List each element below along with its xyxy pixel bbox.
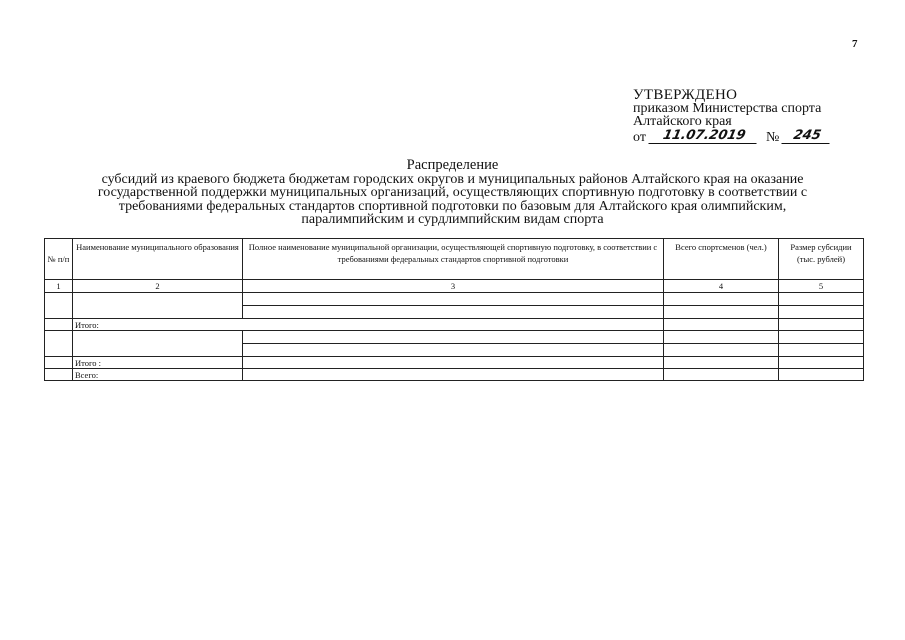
cell-athletes — [664, 331, 779, 344]
cell-athletes — [664, 293, 779, 306]
header-num: № п/п — [45, 239, 73, 280]
number-label: № — [765, 130, 780, 145]
cell-subsidy — [779, 357, 864, 369]
page-number: 7 — [852, 38, 858, 50]
table-row — [45, 293, 864, 306]
handwritten-order-number: 245 — [782, 129, 833, 144]
cell-num — [45, 369, 73, 381]
title-line-2: субсидий из краевого бюджета бюджетам городских округов и муниципальных районов Алтайского края на оказание — [101, 171, 804, 187]
title-line-1: Распределение — [406, 157, 499, 173]
approval-line-2: Алтайского края — [633, 114, 732, 129]
handwritten-date: 11.07.2019 — [648, 129, 759, 144]
column-number-2: 2 — [73, 280, 243, 293]
approval-line-1: приказом Министерства спорта — [633, 101, 822, 116]
cell-athletes — [664, 344, 779, 357]
total-row — [45, 369, 864, 381]
cell-num — [45, 319, 73, 331]
cell-municipality — [73, 331, 243, 357]
header-athletes: Всего спортсменов (чел.) — [664, 239, 779, 280]
cell-subsidy — [779, 331, 864, 344]
cell-num — [45, 357, 73, 369]
subtotal-label: Итого : — [73, 357, 243, 369]
column-number-5: 5 — [779, 280, 864, 293]
cell-num — [45, 331, 73, 357]
cell-athletes — [664, 306, 779, 319]
cell-organization — [243, 293, 664, 306]
cell-athletes — [664, 319, 779, 331]
subtotal-label: Итого: — [73, 319, 664, 331]
cell-subsidy — [779, 319, 864, 331]
header-organization: Полное наименование муниципальной организации, осуществляющей спортивную подготовку, в соответствии с требованиями федеральных стандартов спортивной подготовки — [243, 239, 664, 280]
subtotal-row — [45, 357, 864, 369]
cell-subsidy — [779, 344, 864, 357]
document-title — [0, 159, 905, 227]
column-numbers-row — [45, 280, 864, 293]
table-row — [45, 331, 864, 344]
approval-heading: УТВЕРЖДЕНО — [633, 87, 738, 103]
column-number-3: 3 — [243, 280, 664, 293]
from-label: от — [633, 130, 646, 145]
cell-subsidy — [779, 369, 864, 381]
total-label: Всего: — [73, 369, 243, 381]
cell-organization — [243, 369, 664, 381]
column-number-1: 1 — [45, 280, 73, 293]
title-line-4: требованиями федеральных стандартов спортивной подготовки по базовым для Алтайского края олимпийским, — [118, 198, 787, 214]
cell-athletes — [664, 357, 779, 369]
header-municipality: Наименование муниципального образования — [73, 239, 243, 280]
distribution-table — [44, 238, 864, 381]
cell-organization — [243, 344, 664, 357]
cell-municipality — [73, 293, 243, 319]
cell-subsidy — [779, 306, 864, 319]
cell-organization — [243, 306, 664, 319]
title-line-3: государственной поддержки муниципальных организаций, осуществляющих спортивную подготовку в соответствии с — [97, 185, 808, 200]
approval-stamp — [633, 89, 831, 144]
column-number-4: 4 — [664, 280, 779, 293]
header-subsidy: Размер субсидии (тыс. рублей) — [779, 239, 864, 280]
table-header-row — [45, 239, 864, 280]
cell-athletes — [664, 369, 779, 381]
title-line-5: паралимпийским и сурдлимпийским видам спорта — [301, 212, 604, 227]
approval-order-line — [633, 129, 831, 144]
cell-organization — [243, 357, 664, 369]
cell-num — [45, 293, 73, 319]
cell-subsidy — [779, 293, 864, 306]
subtotal-row — [45, 319, 864, 331]
cell-organization — [243, 331, 664, 344]
